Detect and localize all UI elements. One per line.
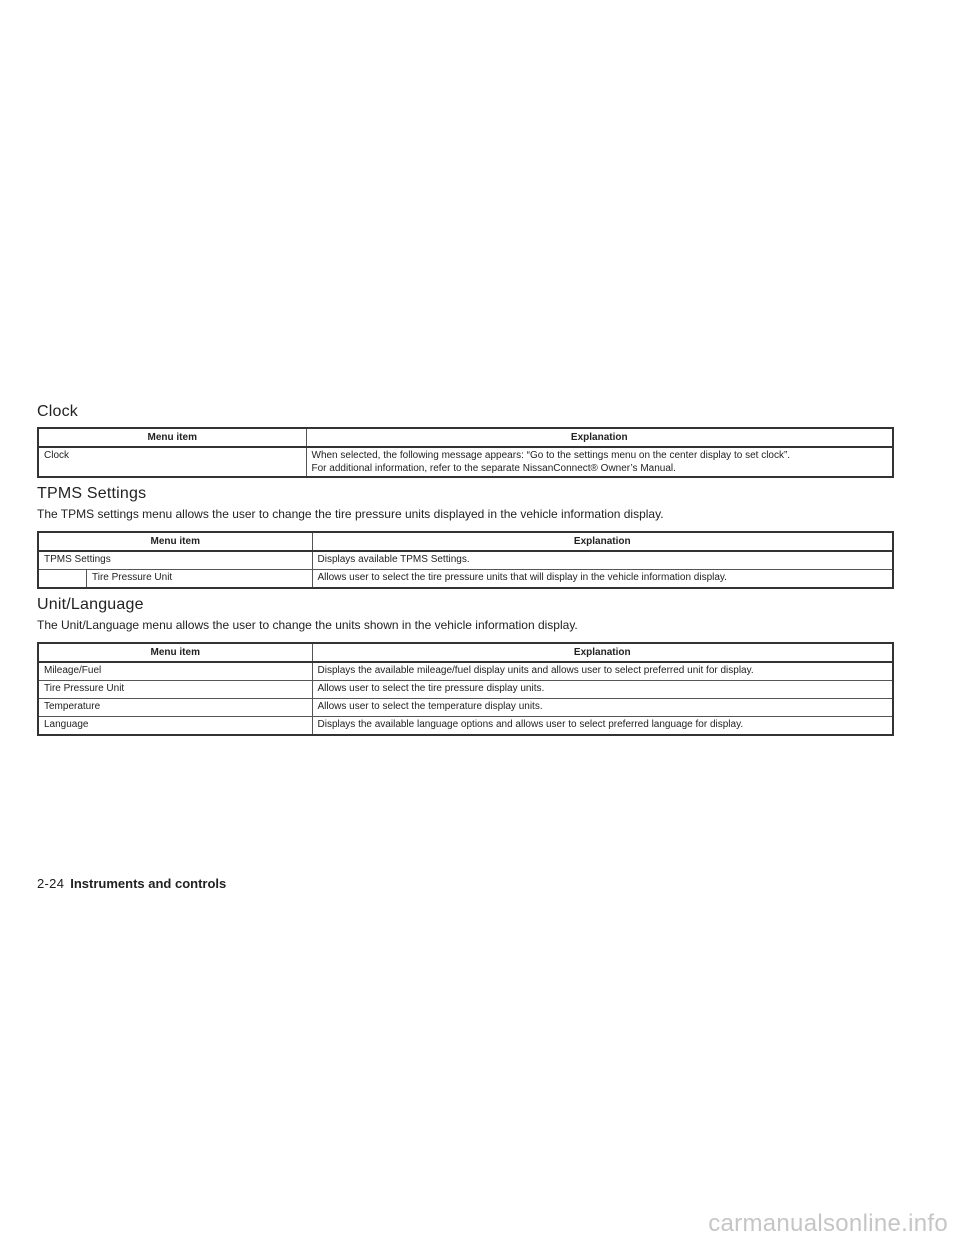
page-number: 2-24 <box>37 876 65 891</box>
page-content <box>37 402 895 736</box>
menu-subitem-cell <box>38 570 312 589</box>
explanation-line: For additional information, refer to the separate NissanConnect® Owner’s Manual. <box>311 463 676 474</box>
explanation-cell: Allows user to select the tire pressure display units. <box>312 681 893 699</box>
unit-language-section-title: Unit/Language <box>37 596 144 613</box>
menu-item-cell: TPMS Settings <box>44 554 111 565</box>
menu-item-header: Menu item <box>38 532 312 551</box>
tpms-intro: The TPMS settings menu allows the user to change the tire pressure units displayed in the vehicle information display. <box>37 507 664 521</box>
explanation-cell: Allows user to select the tire pressure units that will display in the vehicle information display. <box>312 570 893 589</box>
table-row <box>38 662 893 681</box>
table-row <box>38 699 893 717</box>
watermark: carmanualsonline.info <box>708 1210 948 1237</box>
table-header-row <box>38 643 893 662</box>
explanation-cell <box>306 447 893 477</box>
table-row <box>38 681 893 699</box>
explanation-header: Explanation <box>312 643 893 662</box>
menu-item-header: Menu item <box>38 428 306 447</box>
clock-table <box>37 427 894 478</box>
menu-item-cell: Language <box>38 717 312 736</box>
tpms-table <box>37 531 894 589</box>
explanation-line: When selected, the following message appears: “Go to the settings menu on the center display to set clock”. <box>311 450 791 461</box>
menu-subitem-label: Tire Pressure Unit <box>92 572 173 583</box>
table-row <box>38 551 893 570</box>
explanation-header: Explanation <box>312 532 893 551</box>
explanation-cell: Displays the available language options and allows user to select preferred language for display. <box>312 717 893 736</box>
menu-item-cell: Temperature <box>38 699 312 717</box>
menu-item-cell: Mileage/Fuel <box>44 665 102 676</box>
table-row <box>38 570 893 589</box>
tpms-section-title: TPMS Settings <box>37 485 147 502</box>
unit-language-intro: The Unit/Language menu allows the user to change the units shown in the vehicle information display. <box>37 618 578 632</box>
table-row <box>38 447 893 477</box>
table-row <box>38 717 893 736</box>
explanation-cell: Displays available TPMS Settings. <box>312 551 893 570</box>
menu-item-cell: Tire Pressure Unit <box>38 681 312 699</box>
explanation-cell: Allows user to select the temperature display units. <box>312 699 893 717</box>
explanation-cell: Displays the available mileage/fuel display units and allows user to select preferred unit for display. <box>312 662 893 681</box>
menu-item-header: Menu item <box>38 643 312 662</box>
table-header-row <box>38 428 893 447</box>
page-footer <box>37 876 226 891</box>
indent-divider <box>39 570 87 587</box>
clock-section-title: Clock <box>37 403 79 420</box>
menu-item-cell: Clock <box>44 450 70 461</box>
unit-language-table <box>37 642 894 736</box>
chapter-title: Instruments and controls <box>70 876 227 891</box>
explanation-header: Explanation <box>306 428 893 447</box>
table-header-row <box>38 532 893 551</box>
